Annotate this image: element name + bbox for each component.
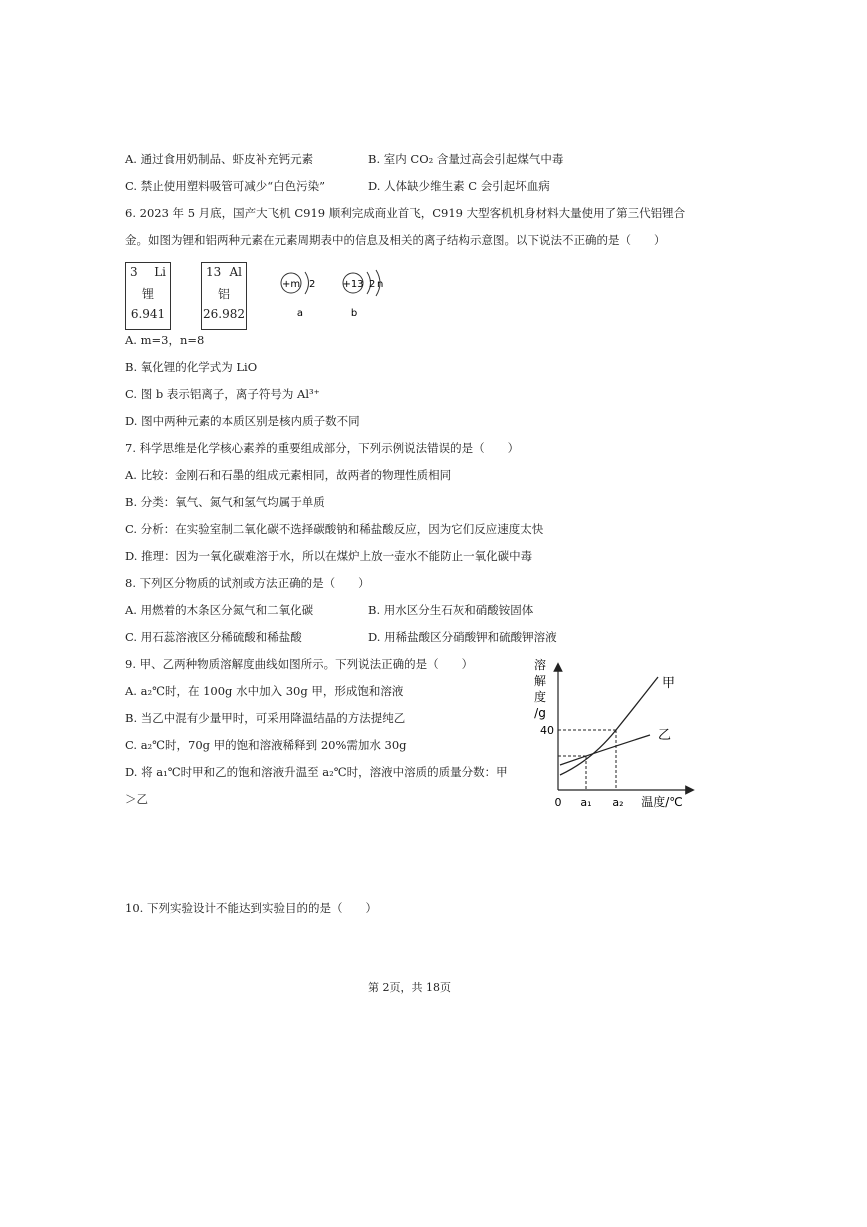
curve-yi — [560, 735, 650, 765]
ion-b-nucleus: +13 — [342, 279, 364, 290]
q8-stem: 8. 下列区分物质的试剂或方法正确的是（ ） — [125, 576, 370, 590]
q7-option-b: B. 分类：氧气、氮气和氢气均属于单质 — [125, 495, 325, 509]
atomic-number: 3 — [130, 265, 138, 279]
atomic-number: 13 — [206, 265, 222, 279]
y-tick-40: 40 — [540, 724, 554, 737]
q8-option-b: B. 用水区分生石灰和硝酸铵固体 — [368, 603, 534, 617]
ion-structure-diagrams — [270, 262, 400, 322]
atomic-mass: 6.941 — [130, 307, 166, 321]
lithium-element-card — [125, 262, 171, 330]
q5-option-d: D. 人体缺少维生素 C 会引起坏血病 — [368, 179, 550, 193]
element-symbol: Al — [229, 265, 242, 279]
q7-option-c: C. 分析：在实验室制二氧化碳不选择碳酸钠和稀盐酸反应，因为它们反应速度太快 — [125, 522, 544, 536]
q6-option-d: D. 图中两种元素的本质区别是核内质子数不同 — [125, 414, 360, 428]
q6-stem-line2: 金。如图为锂和铝两种元素在元素周期表中的信息及相关的离子结构示意图。以下说法不正确的是（ ） — [125, 233, 666, 247]
origin-label: 0 — [554, 796, 562, 809]
element-name: 锂 — [141, 287, 154, 301]
atomic-mass: 26.982 — [203, 307, 245, 321]
element-symbol: Li — [154, 265, 166, 279]
q7-option-a: A. 比较：金刚石和石墨的组成元素相同，故两者的物理性质相同 — [125, 468, 452, 482]
q6-option-c: C. 图 b 表示铝离子，离子符号为 Al³⁺ — [125, 387, 320, 401]
y-axis-label-2: 解 — [533, 674, 547, 688]
q9-option-c: C. a₂℃时，70g 甲的饱和溶液稀释到 20%需加水 30g — [125, 738, 407, 752]
x-axis-label: 温度/℃ — [641, 795, 683, 809]
solubility-curve-graph — [520, 655, 700, 815]
q9-option-b: B. 当乙中混有少量甲时，可采用降温结晶的方法提纯乙 — [125, 711, 406, 725]
q9-option-d-line1: D. 将 a₁℃时甲和乙的饱和溶液升温至 a₂℃时，溶液中溶质的质量分数：甲 — [125, 765, 508, 779]
series-yi-label: 乙 — [658, 728, 672, 743]
y-axis-label-1: 溶 — [533, 658, 547, 672]
series-jia-label: 甲 — [662, 676, 676, 691]
q5-option-c: C. 禁止使用塑料吸管可减少“白色污染” — [125, 179, 325, 193]
q5-option-b: B. 室内 CO₂ 含量过高会引起煤气中毒 — [368, 152, 564, 166]
q6-stem-line1: 6. 2023 年 5 月底，国产大飞机 C919 顺利完成商业首飞，C919 大型客机机身材料大量使用了第三代铝锂合 — [125, 206, 686, 220]
q6-option-a: A. m=3，n=8 — [125, 333, 205, 347]
q9-stem: 9. 甲、乙两种物质溶解度曲线如图所示。下列说法正确的是（ ） — [125, 657, 474, 671]
aluminum-element-card — [201, 262, 247, 330]
q7-stem: 7. 科学思维是化学核心素养的重要组成部分，下列示例说法错误的是（ ） — [125, 441, 520, 455]
q10-stem: 10. 下列实验设计不能达到实验目的的是（ ） — [125, 901, 377, 915]
q7-option-d: D. 推理：因为一氧化碳难溶于水，所以在煤炉上放一壶水不能防止一氧化碳中毒 — [125, 549, 533, 563]
q5-option-a: A. 通过食用奶制品、虾皮补充钙元素 — [125, 152, 314, 166]
q8-option-d: D. 用稀盐酸区分硝酸钾和硫酸钾溶液 — [368, 630, 557, 644]
x-tick-a1: a₁ — [580, 796, 592, 809]
q8-option-a: A. 用燃着的木条区分氮气和二氧化碳 — [125, 603, 314, 617]
ion-a-label: a — [296, 308, 304, 319]
ion-b-shell1: 2 — [369, 279, 376, 290]
ion-b-shell2: n — [377, 279, 384, 290]
y-axis-label-unit: /g — [534, 706, 546, 720]
ion-b-diagram — [342, 270, 383, 319]
ion-a-nucleus: +m — [281, 279, 301, 290]
q8-option-c: C. 用石蕊溶液区分稀硫酸和稀盐酸 — [125, 630, 302, 644]
y-axis-label-3: 度 — [533, 690, 547, 704]
x-tick-a2: a₂ — [612, 796, 624, 809]
element-name: 铝 — [217, 287, 230, 301]
page-footer: 第 2页，共 18页 — [368, 981, 451, 994]
q9-option-d-line2: ＞乙 — [125, 792, 148, 806]
ion-a-shell1: 2 — [309, 279, 316, 290]
q6-option-b: B. 氧化锂的化学式为 LiO — [125, 360, 258, 374]
q9-option-a: A. a₂℃时，在 100g 水中加入 30g 甲，形成饱和溶液 — [125, 684, 404, 698]
ion-b-label: b — [350, 308, 358, 319]
ion-a-diagram — [281, 272, 315, 319]
